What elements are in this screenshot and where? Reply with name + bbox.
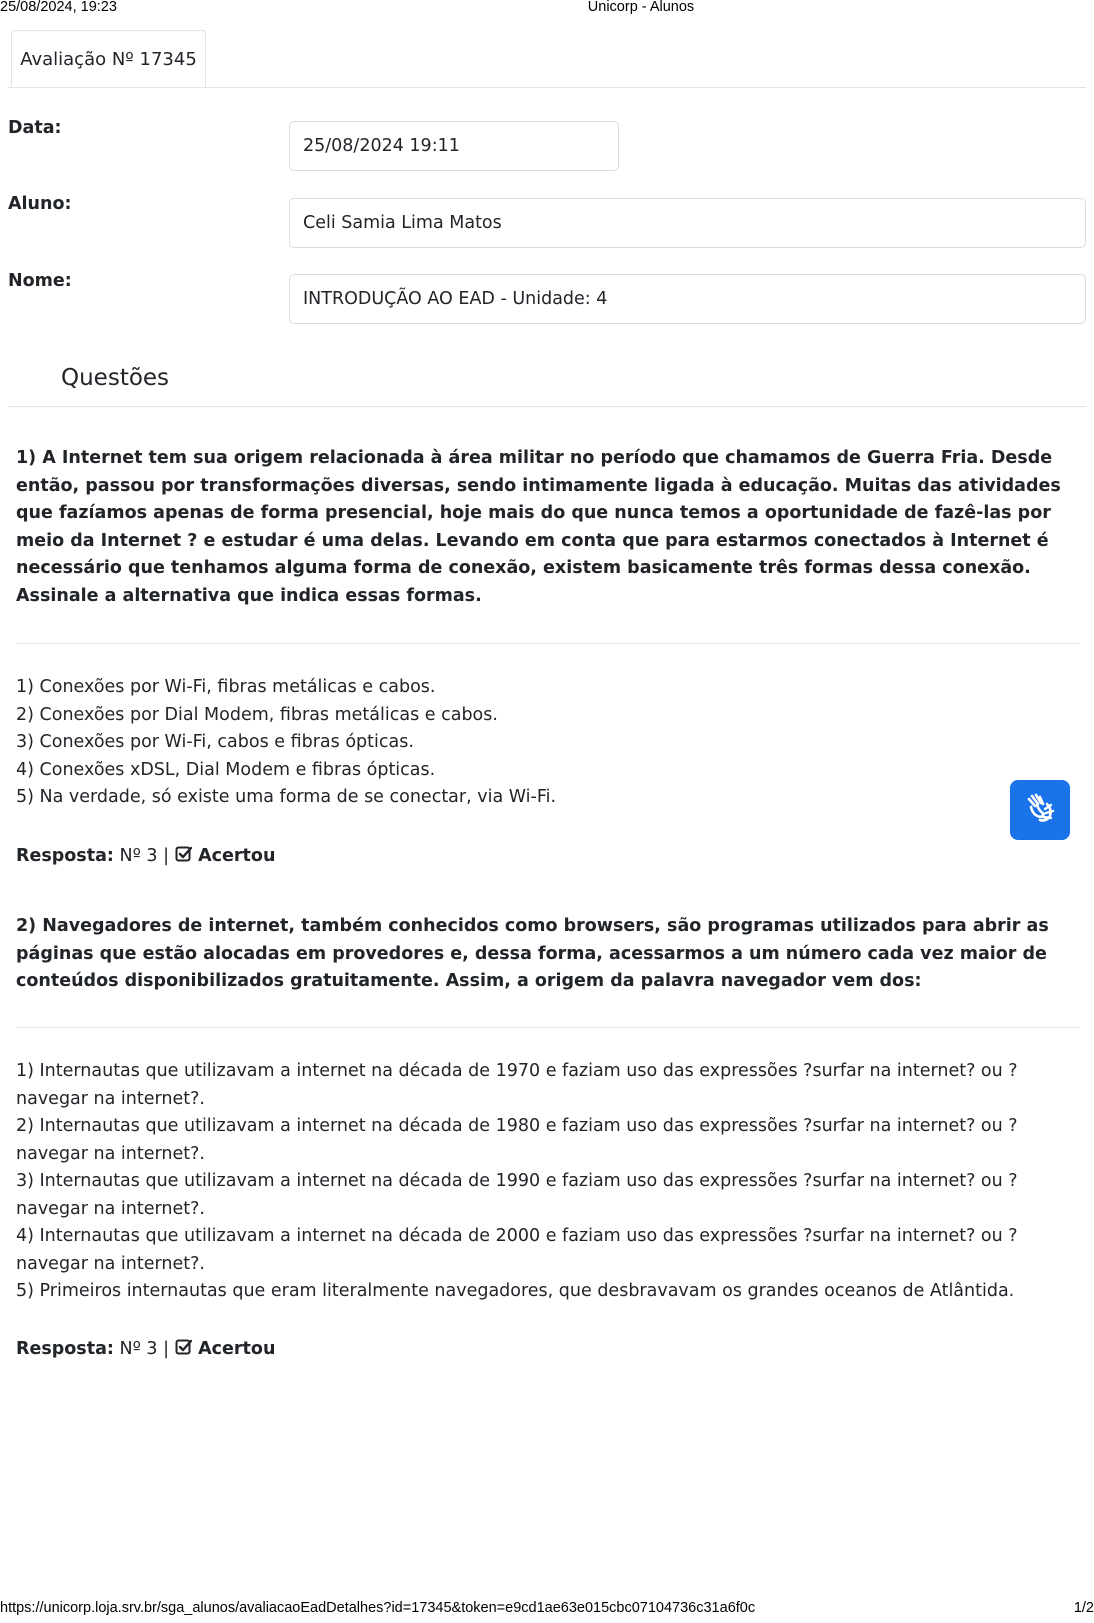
- question-2-divider: [16, 1027, 1080, 1028]
- answer-result: Acertou: [198, 1339, 276, 1359]
- print-header: [0, 0, 1094, 17]
- option-item: 1) Internautas que utilizavam a internet na década de 1970 e faziam uso das expressões ?surfar na internet? ou ?navegar na internet?.: [16, 1061, 1018, 1109]
- question-1-options: [16, 674, 1080, 812]
- option-item: 3) Conexões por Wi-Fi, cabos e fibras ópticas.: [16, 732, 414, 752]
- nome-label: Nome:: [8, 271, 72, 291]
- answer-result: Acertou: [198, 846, 276, 866]
- answer-value: Nº 3 |: [119, 1339, 169, 1359]
- aluno-field[interactable]: Celi Samia Lima Matos: [289, 198, 1086, 248]
- option-item: 4) Internautas que utilizavam a internet na década de 2000 e faziam uso das expressões ?surfar na internet? ou ?navegar na internet?.: [16, 1226, 1018, 1274]
- tab-bar: [8, 30, 1086, 88]
- option-item: 3) Internautas que utilizavam a internet na década de 1990 e faziam uso das expressões ?surfar na internet? ou ?navegar na internet?.: [16, 1171, 1018, 1219]
- question-2-answer: [16, 1336, 275, 1366]
- option-item: 4) Conexões xDSL, Dial Modem e fibras ópticas.: [16, 759, 436, 780]
- check-square-icon: [175, 1338, 193, 1366]
- option-item: 1) Conexões por Wi-Fi, fibras metálicas e cabos.: [16, 677, 436, 697]
- answer-label: Resposta:: [16, 1339, 114, 1359]
- data-label: Data:: [8, 118, 62, 138]
- print-url: https://unicorp.loja.srv.br/sga_alunos/avaliacaoEadDetalhes?id=17345&token=e9cd1ae63e015cbc07104736c31a6f0c: [0, 1600, 756, 1616]
- questoes-header: [8, 360, 1086, 407]
- accessibility-button[interactable]: [1010, 780, 1070, 840]
- nome-field[interactable]: INTRODUÇÃO AO EAD - Unidade: 4: [289, 274, 1086, 324]
- section-title: Questões: [61, 365, 170, 391]
- answer-value: Nº 3 |: [119, 846, 169, 866]
- answer-label: Resposta:: [16, 846, 114, 866]
- tab-avaliacao[interactable]: Avaliação Nº 17345: [11, 30, 206, 87]
- print-title: Unicorp - Alunos: [587, 0, 695, 15]
- check-square-icon: [175, 845, 193, 873]
- aluno-label: Aluno:: [8, 194, 72, 214]
- option-item: 5) Na verdade, só existe uma forma de se conectar, via Wi-Fi.: [16, 787, 557, 807]
- question-1-answer: [16, 843, 275, 873]
- question-1-divider: [16, 643, 1080, 644]
- print-page-number: 1/2: [1073, 1600, 1094, 1616]
- print-footer: [0, 1600, 1094, 1618]
- sign-language-hands-icon: [1021, 789, 1059, 831]
- data-field[interactable]: 25/08/2024 19:11: [289, 121, 619, 171]
- option-item: 2) Conexões por Dial Modem, fibras metálicas e cabos.: [16, 704, 498, 725]
- option-item: 2) Internautas que utilizavam a internet na década de 1980 e faziam uso das expressões ?surfar na internet? ou ?navegar na internet?.: [16, 1116, 1018, 1164]
- print-datetime: 25/08/2024, 19:23: [0, 0, 117, 15]
- option-item: 5) Primeiros internautas que eram literalmente navegadores, que desbravavam os grandes oceanos de Atlântida.: [16, 1281, 1015, 1301]
- question-2-text: 2) Navegadores de internet, também conhecidos como browsers, são programas utilizados para abrir as páginas que estão alocadas em provedores e, dessa forma, acessarmos a um número cada vez maior de conteúdos disponibilizados gratuitamente. Assim, a origem da palavra navegador vem dos:: [16, 916, 1049, 991]
- question-1-text: 1) A Internet tem sua origem relacionada à área militar no período que chamamos de Guerra Fria. Desde então, passou por transformações diversas, sendo intimamente ligada à educação. Muitas das atividades que fazíamos apenas de forma presencial, hoje mais do que nunca temos a oportunidade de fazê-las por meio da Internet ? e estudar é uma delas. Levando em conta que para estarmos conectados à Internet é necessário que tenhamos alguma forma de conexão, existem basicamente três formas dessa conexão. Assinale a alternativa que indica essas formas.: [16, 448, 1061, 606]
- question-2-options: [16, 1058, 1080, 1306]
